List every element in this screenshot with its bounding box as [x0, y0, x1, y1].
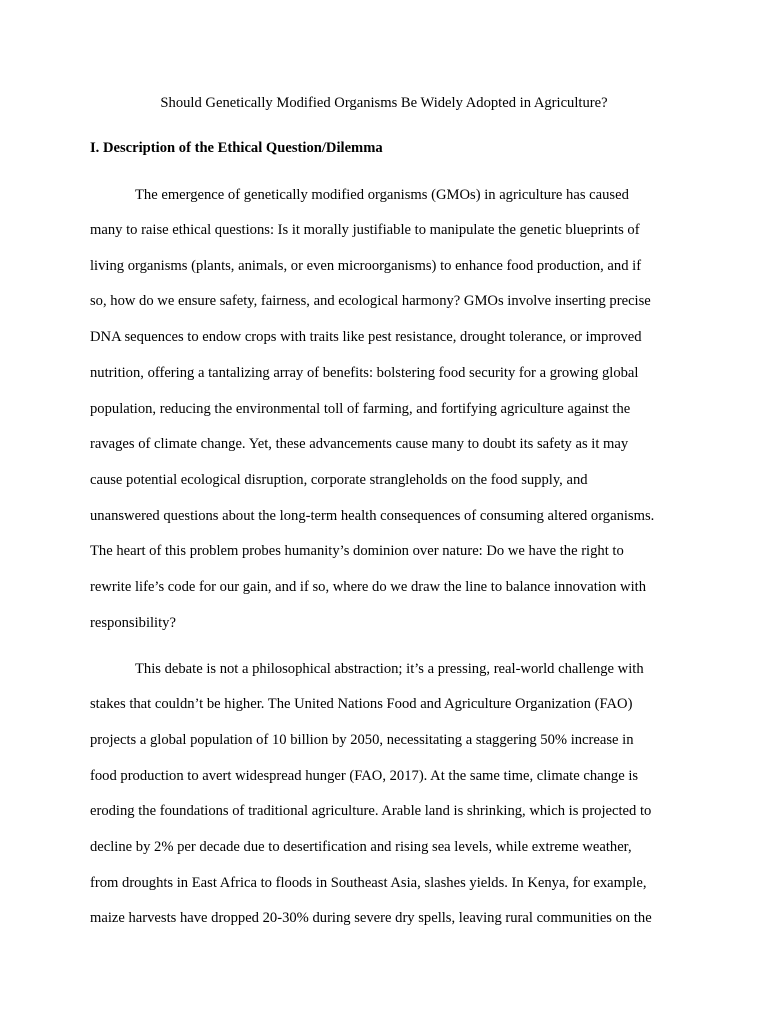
paragraph-line: cause potential ecological disruption, corporate strangleholds on the food supply, and	[90, 472, 588, 488]
paragraph-line: living organisms (plants, animals, or even microorganisms) to enhance food production, and if	[90, 258, 642, 274]
paragraph-line: so, how do we ensure safety, fairness, and ecological harmony? GMOs involve inserting precise	[90, 293, 651, 309]
paragraph-line: DNA sequences to endow crops with traits like pest resistance, drought tolerance, or improved	[90, 329, 642, 345]
paragraph-line: responsibility?	[90, 615, 176, 631]
paragraph-line: unanswered questions about the long-term health consequences of consuming altered organisms.	[90, 508, 655, 524]
paragraph-line: stakes that couldn’t be higher. The United Nations Food and Agriculture Organization (FAO)	[90, 696, 633, 712]
paragraph-line: ravages of climate change. Yet, these advancements cause many to doubt its safety as it may	[90, 436, 629, 452]
paragraph-line: food production to avert widespread hunger (FAO, 2017). At the same time, climate change is	[90, 768, 639, 784]
paragraph-line: projects a global population of 10 billion by 2050, necessitating a staggering 50% increase in	[90, 732, 634, 748]
paragraph-line: The emergence of genetically modified organisms (GMOs) in agriculture has caused	[135, 187, 629, 203]
paragraph-line: population, reducing the environmental toll of farming, and fortifying agriculture against the	[90, 401, 631, 417]
paragraph-line: The heart of this problem probes humanity’s dominion over nature: Do we have the right to	[90, 543, 624, 559]
document-title: Should Genetically Modified Organisms Be Widely Adopted in Agriculture?	[160, 95, 608, 111]
paragraph-line: many to raise ethical questions: Is it morally justifiable to manipulate the genetic blueprints of	[90, 222, 640, 238]
paragraph-line: eroding the foundations of traditional agriculture. Arable land is shrinking, which is projected to	[90, 803, 652, 819]
section-heading: I. Description of the Ethical Question/Dilemma	[90, 140, 383, 156]
paragraph-line: rewrite life’s code for our gain, and if so, where do we draw the line to balance innovation with	[90, 579, 647, 595]
paragraph-line: nutrition, offering a tantalizing array of benefits: bolstering food security for a growing global	[90, 365, 639, 381]
paragraph-line: from droughts in East Africa to floods in Southeast Asia, slashes yields. In Kenya, for example,	[90, 875, 647, 891]
paragraph-line: maize harvests have dropped 20-30% during severe dry spells, leaving rural communities on the	[90, 910, 652, 926]
paragraph-line: decline by 2% per decade due to desertification and rising sea levels, while extreme weather,	[90, 839, 632, 855]
paragraph-line: This debate is not a philosophical abstraction; it’s a pressing, real-world challenge with	[135, 661, 644, 677]
